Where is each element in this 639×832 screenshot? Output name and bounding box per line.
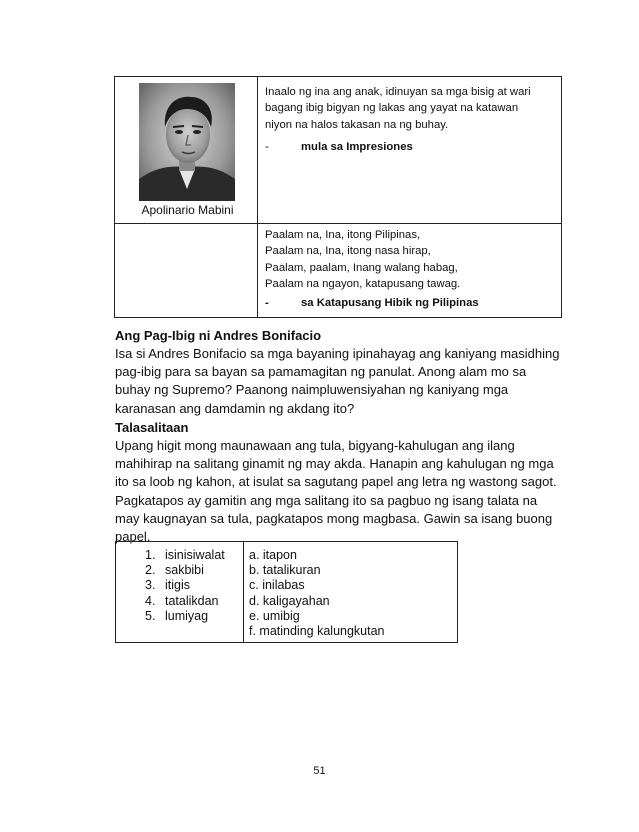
vocab-meaning: c. inilabas	[249, 578, 305, 593]
vocab-table-divider	[243, 541, 244, 643]
vocab-term: lumiyag	[165, 608, 209, 623]
vocab-word	[145, 578, 225, 593]
vocab-number: 2.	[145, 563, 156, 578]
source-title: sa Katapusang Hibik ng Pilipinas	[301, 297, 479, 309]
excerpt-1-source	[265, 141, 413, 153]
vocab-term: sakbibi	[165, 563, 204, 578]
source-dash: -	[265, 297, 269, 309]
paragraph-line: papel.	[115, 529, 151, 545]
vocab-meaning-list	[249, 548, 385, 639]
page-number: 51	[313, 765, 326, 777]
section-heading-bonifacio: Ang Pag-Ibig ni Andres Bonifacio	[115, 328, 322, 343]
vocab-meaning: a. itapon	[249, 548, 297, 562]
portrait-caption: Apolinario Mabini	[141, 203, 234, 217]
source-title: mula sa Impresiones	[301, 141, 413, 153]
vocab-meaning: d. kaligayahan	[249, 593, 330, 608]
vocab-meaning: f. matinding kalungkutan	[249, 624, 385, 639]
excerpt-2-line: Paalam, paalam, Inang walang habag,	[265, 261, 458, 274]
table-divider-horizontal	[114, 223, 562, 224]
paragraph-line: ito sa loob ng kahon, at isulat sa sagutang papel ang letra ng wastong sagot.	[115, 474, 557, 490]
vocab-number: 1.	[145, 548, 156, 562]
vocab-term: itigis	[165, 578, 191, 593]
section-heading-talasalitaan: Talasalitaan	[115, 420, 189, 435]
vocab-meaning: b. tatalikuran	[249, 563, 321, 578]
paragraph-line: Isa si Andres Bonifacio sa mga bayaning ipinahayag ang kaniyang masidhing	[115, 346, 560, 361]
vocab-word	[145, 594, 225, 609]
vocab-number: 4.	[145, 593, 156, 608]
vocab-number: 3.	[145, 578, 156, 593]
excerpt-2-source	[265, 297, 479, 309]
excerpt-1	[265, 84, 531, 133]
portrait-image	[139, 83, 235, 201]
excerpt-2-line: Paalam na, Ina, itong Pilipinas,	[265, 229, 421, 241]
paragraph-line: Upang higit mong maunawaan ang tula, bigyang-kahulugan ang ilang	[115, 438, 515, 453]
table-divider-vertical	[257, 76, 258, 318]
paragraph-line: buhay ng Supremo? Paanong naimpluwensiyahan ng kaniyang mga	[115, 382, 509, 398]
excerpt-1-line: niyon na halos takasan na ng buhay.	[265, 118, 449, 131]
paragraph-line: may kaugnayan sa tula, pagkatapos mong magbasa. Gawin sa isang buong	[115, 510, 553, 526]
vocab-word-list	[145, 548, 225, 624]
excerpt-2-line: Paalam na, Ina, itong nasa hirap,	[265, 245, 431, 258]
excerpt-2	[265, 227, 460, 293]
paragraph-line: mahihirap na salitang ginamit ng may akda. Hanapin ang kahulugan ng mga	[115, 456, 554, 472]
vocab-number: 5.	[145, 608, 156, 623]
source-dash: -	[265, 141, 269, 153]
vocab-term: isinisiwalat	[165, 548, 225, 562]
excerpt-1-line: bagang ibig bigyan ng lakas ang yayat na katawan	[265, 102, 519, 115]
section-paragraph-talasalitaan	[115, 437, 575, 546]
vocab-term: tatalikdan	[165, 593, 219, 608]
paragraph-line: Pagkatapos ay gamitin ang mga salitang ito sa pagbuo ng isang talata na	[115, 492, 538, 508]
paragraph-line: pag-ibig para sa bayan sa pamamagitan ng panulat. Anong alam mo sa	[115, 364, 527, 380]
paragraph-line: karanasan ang damdamin ng akdang ito?	[115, 400, 355, 416]
excerpt-1-line: Inaalo ng ina ang anak, idinuyan sa mga bisig at wari	[265, 86, 531, 98]
excerpt-2-line: Paalam na ngayon, katapusang tawag.	[265, 278, 461, 291]
vocab-word	[145, 548, 225, 563]
vocab-word	[145, 609, 225, 624]
vocab-word	[145, 563, 225, 578]
section-paragraph-bonifacio	[115, 345, 575, 418]
vocab-meaning: e. umibig	[249, 608, 300, 623]
